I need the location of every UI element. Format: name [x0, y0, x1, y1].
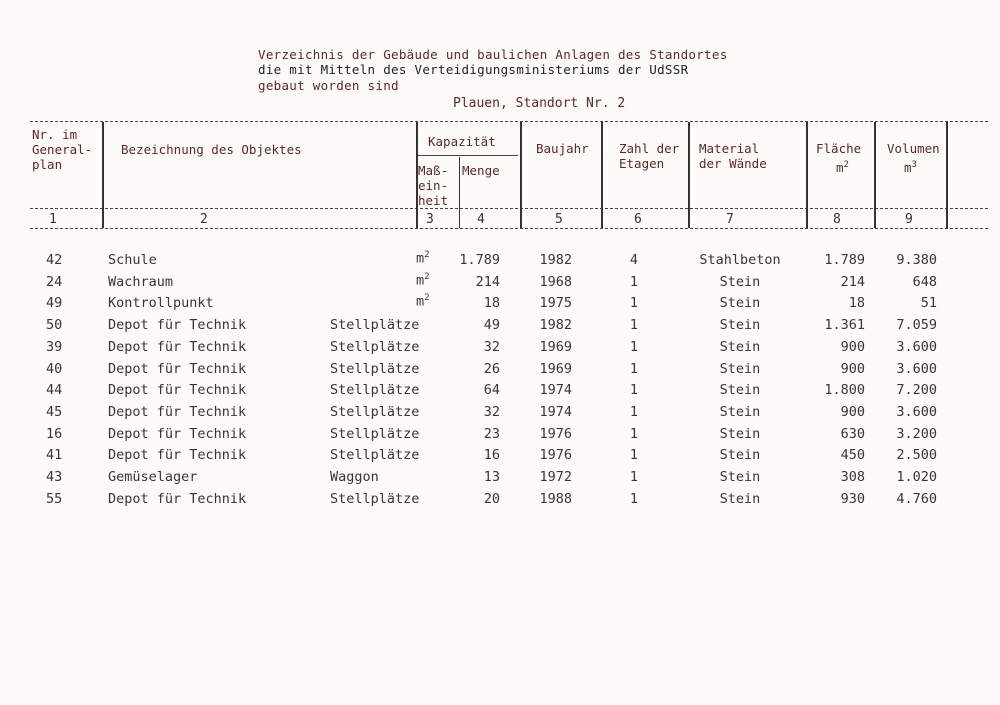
header-bottom-rule [30, 228, 988, 229]
build-year: 1968 [539, 273, 572, 290]
object-name: Depot für Technik [108, 382, 247, 399]
capacity-unit-label: Stellplätze [330, 425, 420, 442]
capacity-unit-label: Stellplätze [330, 447, 420, 464]
build-year: 1988 [539, 490, 572, 507]
build-year: 1969 [539, 360, 572, 377]
row-number: 24 [46, 273, 63, 290]
col-number-9: 9 [905, 212, 913, 227]
header-col4: Menge [462, 163, 500, 178]
row-number: 45 [46, 403, 63, 420]
quantity: 18 [483, 295, 500, 312]
kapazitaet-rule [418, 155, 518, 156]
col-number-3: 3 [426, 212, 434, 227]
header-col3-line1: Maß- [418, 163, 449, 178]
col-number-6: 6 [634, 212, 642, 227]
header-col1-line3: plan [32, 157, 63, 172]
area: 900 [840, 338, 865, 355]
volume: 9.380 [896, 252, 937, 268]
floors: 1 [629, 447, 639, 464]
header-col5: Baujahr [536, 141, 589, 156]
floors: 1 [629, 403, 639, 420]
capacity-unit-label: Stellplätze [330, 317, 420, 334]
column-divider [601, 122, 603, 228]
capacity-unit-label: Stellplätze [330, 338, 420, 355]
document-title-line-2: die mit Mitteln des Verteidigungsministeriums der UdSSR [258, 62, 689, 77]
object-name: Kontrollpunkt [108, 295, 214, 312]
header-mid-rule [30, 208, 988, 209]
wall-material: Stein [719, 295, 761, 312]
floors: 1 [629, 273, 639, 290]
column-divider [459, 157, 460, 228]
volume: 3.600 [896, 360, 937, 377]
build-year: 1975 [539, 295, 572, 312]
row-number: 41 [46, 447, 63, 464]
header-col1-line1: Nr. im [32, 127, 78, 142]
object-name: Depot für Technik [108, 425, 247, 442]
area: 308 [840, 469, 865, 485]
capacity-unit-label: Stellplätze [330, 382, 420, 399]
header-col9-unit: $m^3$ [904, 160, 917, 176]
col-number-8: 8 [833, 212, 841, 227]
header-col6-line1: Zahl der [619, 141, 680, 156]
document-title-line-3: gebaut worden sind [258, 78, 399, 93]
capacity-unit-label: Waggon [330, 469, 379, 485]
row-number: 50 [46, 317, 63, 334]
unit-square-meter: $m^2$ [416, 271, 430, 289]
floors: 1 [629, 382, 639, 399]
wall-material: Stein [719, 403, 761, 420]
wall-material: Stein [719, 425, 761, 442]
quantity: 32 [483, 338, 500, 355]
quantity: 20 [483, 490, 500, 507]
header-col7-line1: Material [699, 141, 760, 156]
column-divider [102, 122, 104, 228]
wall-material: Stein [719, 490, 761, 507]
object-name: Wachraum [108, 273, 174, 290]
quantity: 16 [483, 447, 500, 464]
floors: 1 [629, 338, 639, 355]
column-divider [946, 122, 948, 228]
column-divider [874, 122, 876, 228]
volume: 51 [920, 295, 937, 312]
column-divider [806, 122, 808, 228]
header-top-rule [30, 121, 988, 122]
quantity: 23 [483, 425, 500, 442]
object-name: Depot für Technik [108, 338, 247, 355]
row-number: 16 [46, 425, 63, 442]
floors: 1 [629, 425, 639, 442]
object-name: Gemüselager [108, 469, 198, 485]
row-number: 42 [46, 252, 63, 268]
wall-material: Stein [719, 338, 761, 355]
volume: 4.760 [896, 490, 937, 507]
row-number: 43 [46, 469, 63, 485]
build-year: 1969 [539, 338, 572, 355]
floors: 1 [629, 295, 639, 312]
col-number-2: 2 [200, 212, 208, 227]
quantity: 13 [483, 469, 500, 485]
header-col9-line1: Volumen [887, 141, 940, 156]
volume: 2.500 [896, 447, 937, 464]
quantity: 26 [483, 360, 500, 377]
area: 1.789 [824, 252, 865, 268]
capacity-unit-label: Stellplätze [330, 490, 420, 507]
object-name: Depot für Technik [108, 447, 247, 464]
header-col8-line1: Fläche [816, 141, 862, 156]
volume: 7.200 [896, 382, 937, 399]
area: 1.361 [824, 317, 865, 334]
column-divider [688, 122, 690, 228]
wall-material: Stahlbeton [699, 252, 781, 268]
quantity: 32 [483, 403, 500, 420]
wall-material: Stein [719, 360, 761, 377]
floors: 4 [629, 252, 639, 268]
object-name: Depot für Technik [108, 360, 247, 377]
area: 630 [840, 425, 865, 442]
wall-material: Stein [719, 382, 761, 399]
build-year: 1974 [539, 403, 572, 420]
row-number: 44 [46, 382, 63, 399]
quantity: 1.789 [459, 252, 500, 268]
build-year: 1976 [539, 447, 572, 464]
floors: 1 [629, 360, 639, 377]
build-year: 1982 [539, 317, 572, 334]
header-col2: Bezeichnung des Objektes [121, 142, 302, 157]
floors: 1 [629, 469, 639, 485]
build-year: 1976 [539, 425, 572, 442]
col-number-5: 5 [555, 212, 563, 227]
header-col1-line2: General- [32, 142, 93, 157]
volume: 3.600 [896, 338, 937, 355]
volume: 3.600 [896, 403, 937, 420]
wall-material: Stein [719, 273, 761, 290]
document-title-line-1: Verzeichnis der Gebäude und baulichen Anlagen des Standortes [258, 47, 728, 62]
area: 930 [840, 490, 865, 507]
build-year: 1974 [539, 382, 572, 399]
row-number: 39 [46, 338, 63, 355]
wall-material: Stein [719, 469, 761, 485]
col-number-1: 1 [49, 212, 57, 227]
column-divider [520, 122, 522, 228]
row-number: 55 [46, 490, 63, 507]
document-subtitle: Plauen, Standort Nr. 2 [453, 96, 626, 111]
col-number-4: 4 [477, 212, 485, 227]
unit-square-meter: $m^2$ [416, 293, 430, 310]
volume: 648 [912, 273, 937, 290]
area: 18 [848, 295, 865, 312]
area: 900 [840, 403, 865, 420]
header-kapazitaet: Kapazität [428, 134, 496, 149]
quantity: 49 [483, 317, 500, 334]
build-year: 1982 [539, 252, 572, 268]
build-year: 1972 [539, 469, 572, 485]
wall-material: Stein [719, 447, 761, 464]
header-col7-line2: der Wände [699, 156, 767, 171]
floors: 1 [629, 317, 639, 334]
area: 214 [840, 273, 865, 290]
quantity: 64 [483, 382, 500, 399]
volume: 7.059 [896, 317, 937, 334]
wall-material: Stein [719, 317, 761, 334]
row-number: 49 [46, 295, 63, 312]
volume: 3.200 [896, 425, 937, 442]
area: 1.800 [824, 382, 865, 399]
unit-square-meter: $m^2$ [416, 250, 430, 267]
quantity: 214 [475, 273, 500, 290]
col-number-7: 7 [726, 212, 734, 227]
floors: 1 [629, 490, 639, 507]
object-name: Depot für Technik [108, 317, 247, 334]
capacity-unit-label: Stellplätze [330, 403, 420, 420]
volume: 1.020 [896, 469, 937, 485]
header-col6-line2: Etagen [619, 156, 665, 171]
row-number: 40 [46, 360, 63, 377]
header-col3-line3: heit [418, 193, 449, 208]
object-name: Depot für Technik [108, 403, 247, 420]
area: 900 [840, 360, 865, 377]
object-name: Depot für Technik [108, 490, 247, 507]
header-col8-unit: $m^2$ [836, 160, 849, 176]
object-name: Schule [108, 252, 157, 268]
capacity-unit-label: Stellplätze [330, 360, 420, 377]
area: 450 [840, 447, 865, 464]
header-col3-line2: ein- [418, 178, 449, 193]
